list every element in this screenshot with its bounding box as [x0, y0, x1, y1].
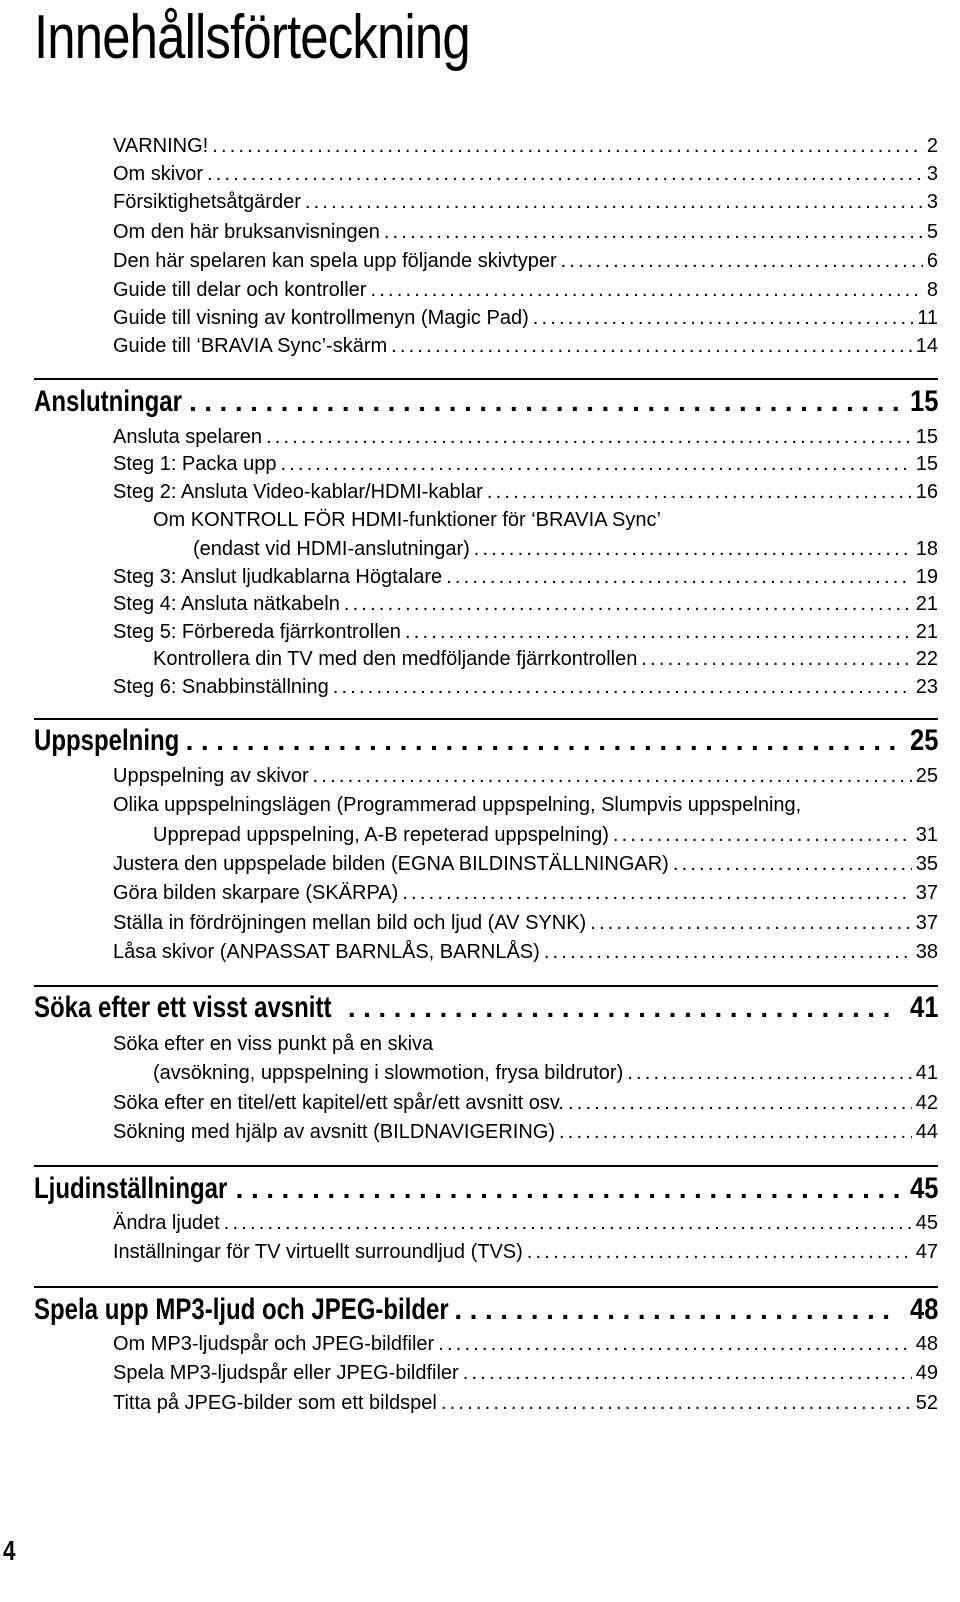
leader-dots — [641, 646, 911, 672]
leader-dots — [454, 1292, 898, 1328]
toc-entry-text: Om den här bruksanvisningen — [113, 221, 380, 243]
leader-dots — [438, 1331, 912, 1357]
toc-entry[interactable] — [113, 1090, 938, 1116]
toc-entry-text: Inställningar för TV virtuellt surroundljud (TVS) — [113, 1241, 523, 1263]
leader-dots — [673, 851, 912, 877]
section-heading-text: Uppspelning — [34, 724, 180, 757]
section-heading[interactable] — [34, 1292, 938, 1328]
toc-entry-text: Om MP3-ljudspår och JPEG-bildfiler — [113, 1333, 435, 1355]
toc-entry-page: 19 — [915, 566, 938, 588]
section-heading-text: Anslutningar — [34, 385, 182, 418]
leader-dots — [313, 763, 912, 789]
toc-entry[interactable] — [113, 851, 938, 877]
toc-entry[interactable] — [113, 189, 938, 215]
leader-dots — [348, 990, 899, 1026]
toc-entry-text: Låsa skivor (ANPASSAT BARNLÅS, BARNLÅS) — [113, 941, 540, 963]
toc-entry-page: 15 — [915, 453, 938, 475]
section-heading-text: Söka efter ett visst avsnitt — [34, 991, 332, 1024]
toc-entry-page: 37 — [915, 882, 938, 904]
toc-entry[interactable] — [113, 939, 938, 965]
section-heading[interactable] — [34, 990, 938, 1026]
toc-entry-text: Om skivor — [113, 163, 203, 185]
toc-entry-text: Steg 1: Packa upp — [113, 453, 277, 475]
leader-dots — [344, 591, 912, 617]
leader-dots — [613, 822, 912, 848]
toc-entry[interactable] — [113, 591, 938, 617]
leader-dots — [568, 1090, 912, 1116]
leader-dots — [527, 1239, 912, 1265]
toc-entry-text: Göra bilden skarpare (SKÄRPA) — [113, 882, 399, 904]
leader-dots — [207, 161, 923, 187]
section-rule — [34, 985, 938, 987]
toc-entry-text: Sökning med hjälp av avsnitt (BILDNAVIGERING) — [113, 1121, 556, 1143]
toc-entry[interactable] — [153, 822, 938, 848]
toc-entry-page: 45 — [915, 1212, 938, 1234]
toc-entry[interactable] — [113, 133, 938, 159]
section-heading-page: 48 — [909, 1293, 938, 1326]
leader-dots — [561, 248, 923, 274]
toc-entry-page: 16 — [915, 481, 938, 503]
toc-entry-text: (avsökning, uppspelning i slowmotion, frysa bildrutor) — [153, 1062, 624, 1084]
leader-dots — [384, 219, 923, 245]
toc-entry-page: 5 — [926, 221, 938, 243]
toc-entry-page: 42 — [915, 1092, 938, 1114]
toc-entry-page: 52 — [915, 1392, 938, 1414]
toc-entry[interactable] — [113, 910, 938, 936]
leader-dots — [441, 1390, 912, 1416]
leader-dots — [487, 479, 912, 505]
toc-entry-text: Försiktighetsåtgärder — [113, 191, 301, 213]
toc-entry[interactable] — [153, 646, 938, 672]
section-rule — [34, 718, 938, 720]
toc-entry[interactable] — [113, 880, 938, 906]
toc-entry[interactable] — [193, 536, 938, 562]
toc-entry-text: VARNING! — [113, 135, 209, 157]
toc-entry-page: 21 — [915, 621, 938, 643]
leader-dots — [236, 1171, 899, 1207]
toc-entry-text: Söka efter en titel/ett kapitel/ett spår/ett avsnitt osv. — [113, 1092, 564, 1114]
toc-entry-text: Ställa in fördröjningen mellan bild och ljud (AV SYNK) — [113, 912, 587, 934]
toc-entry-page: 41 — [915, 1062, 938, 1084]
toc-entry-text: Den här spelaren kan spela upp följande skivtyper — [113, 250, 557, 272]
toc-entry-text: Ändra ljudet — [113, 1212, 220, 1234]
toc-entry[interactable] — [113, 564, 938, 590]
toc-entry[interactable] — [113, 1239, 938, 1265]
toc-entry[interactable] — [113, 424, 938, 450]
toc-entry-page: 31 — [915, 824, 938, 846]
toc-entry-text: Om KONTROLL FÖR HDMI-funktioner för ‘BRAVIA Sync’ — [153, 509, 661, 531]
toc-entry-page: 6 — [926, 250, 938, 272]
toc-entry[interactable] — [113, 792, 938, 818]
toc-entry[interactable] — [113, 1331, 938, 1357]
toc-entry-page: 21 — [915, 593, 938, 615]
toc-entry[interactable] — [113, 619, 938, 645]
toc-entry-text: Söka efter en viss punkt på en skiva — [113, 1033, 434, 1055]
toc-entry-page: 48 — [915, 1333, 938, 1355]
toc-entry-page: 23 — [915, 676, 938, 698]
toc-entry-page: 25 — [915, 765, 938, 787]
leader-dots — [402, 880, 911, 906]
toc-entry-text: Justera den uppspelade bilden (EGNA BILDINSTÄLLNINGAR) — [113, 853, 669, 875]
section-heading-text: Ljudinställningar — [34, 1172, 228, 1205]
toc-entry[interactable] — [113, 1210, 938, 1236]
toc-entry-text: Steg 2: Ansluta Video-kablar/HDMI-kablar — [113, 481, 483, 503]
toc-entry-text: Titta på JPEG-bilder som ett bildspel — [113, 1392, 437, 1414]
toc-entry[interactable] — [113, 451, 938, 477]
toc-entry-text: Spela MP3-ljudspår eller JPEG-bildfiler — [113, 1362, 459, 1384]
toc-entry-text: Steg 4: Ansluta nätkabeln — [113, 593, 340, 615]
section-rule — [34, 378, 938, 380]
page-title: Innehållsförteckning — [34, 3, 470, 72]
leader-dots — [405, 619, 912, 645]
toc-entry[interactable] — [113, 305, 938, 331]
leader-dots — [463, 1360, 912, 1386]
toc-entry-page: 11 — [917, 307, 938, 329]
leader-dots — [590, 910, 912, 936]
section-heading-page: 15 — [909, 385, 938, 418]
leader-dots — [186, 723, 899, 759]
toc-entry-text: Upprepad uppspelning, A-B repeterad uppspelning) — [153, 824, 609, 846]
leader-dots — [627, 1060, 912, 1086]
leader-dots — [446, 564, 912, 590]
toc-entry[interactable] — [113, 674, 938, 700]
leader-dots — [333, 674, 912, 700]
leader-dots — [533, 305, 914, 331]
section-heading-page: 41 — [909, 991, 938, 1024]
leader-dots — [266, 424, 912, 450]
toc-entry[interactable] — [113, 1031, 938, 1057]
toc-entry-text: Steg 3: Anslut ljudkablarna Högtalare — [113, 566, 443, 588]
toc-entry[interactable] — [153, 507, 938, 533]
section-heading-page: 25 — [909, 724, 938, 757]
leader-dots — [212, 133, 923, 159]
leader-dots — [224, 1210, 912, 1236]
toc-entry-page: 2 — [926, 135, 938, 157]
toc-entry-text: Kontrollera din TV med den medföljande fjärrkontrollen — [153, 648, 638, 670]
leader-dots — [544, 939, 912, 965]
toc-entry-page: 14 — [915, 335, 938, 357]
toc-entry-text: Guide till visning av kontrollmenyn (Magic Pad) — [113, 307, 529, 329]
toc-entry-page: 37 — [915, 912, 938, 934]
toc-entry[interactable] — [113, 248, 938, 274]
toc-entry[interactable] — [113, 1119, 938, 1145]
toc-entry[interactable] — [113, 763, 938, 789]
toc-entry-page: 44 — [915, 1121, 938, 1143]
toc-entry-page: 47 — [915, 1241, 938, 1263]
toc-entry[interactable] — [113, 479, 938, 505]
leader-dots — [559, 1119, 912, 1145]
toc-entry-text: (endast vid HDMI-anslutningar) — [193, 538, 470, 560]
toc-entry[interactable] — [153, 1060, 938, 1086]
toc-entry[interactable] — [113, 219, 938, 245]
section-heading-text: Spela upp MP3-ljud och JPEG-bilder — [34, 1293, 449, 1326]
leader-dots — [280, 451, 911, 477]
toc-entry-text: Olika uppspelningslägen (Programmerad uppspelning, Slumpvis uppspelning, — [113, 794, 802, 816]
toc-entry-page: 18 — [915, 538, 938, 560]
toc-entry-text: Steg 6: Snabbinställning — [113, 676, 329, 698]
leader-dots — [305, 189, 923, 215]
toc-entry-page: 3 — [926, 163, 938, 185]
toc-entry[interactable] — [113, 161, 938, 187]
leader-dots — [370, 277, 922, 303]
toc-entry-text: Ansluta spelaren — [113, 426, 262, 448]
toc-entry-page: 38 — [915, 941, 938, 963]
toc-entry[interactable] — [113, 333, 938, 359]
toc-entry-page: 3 — [926, 191, 938, 213]
section-heading[interactable] — [34, 723, 938, 759]
toc-entry-text: Guide till delar och kontroller — [113, 279, 367, 301]
toc-entry[interactable] — [113, 277, 938, 303]
toc-entry-text: Steg 5: Förbereda fjärrkontrollen — [113, 621, 401, 643]
page-number: 4 — [3, 1535, 16, 1566]
leader-dots — [474, 536, 912, 562]
toc-entry-page: 49 — [915, 1362, 938, 1384]
section-heading[interactable] — [34, 1171, 938, 1207]
toc-entry-page: 22 — [915, 648, 938, 670]
section-heading[interactable] — [34, 384, 938, 420]
toc-entry-page: 35 — [915, 853, 938, 875]
toc-entry-text: Guide till ‘BRAVIA Sync’-skärm — [113, 335, 388, 357]
leader-dots — [391, 333, 912, 359]
section-rule — [34, 1286, 938, 1288]
toc-entry-text: Uppspelning av skivor — [113, 765, 309, 787]
section-rule — [34, 1165, 938, 1167]
toc-entry[interactable] — [113, 1390, 938, 1416]
toc-entry[interactable] — [113, 1360, 938, 1386]
leader-dots — [189, 384, 899, 420]
toc-entry-page: 8 — [926, 279, 938, 301]
toc-entry-page: 15 — [915, 426, 938, 448]
section-heading-page: 45 — [909, 1172, 938, 1205]
